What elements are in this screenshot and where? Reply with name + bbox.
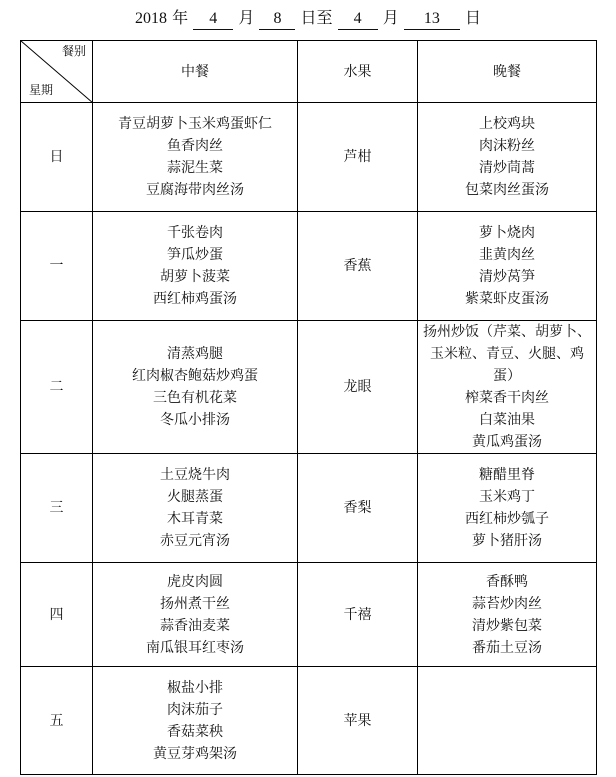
lunch-dish: 火腿蒸蛋 <box>167 489 223 505</box>
lunch-dish: 鱼香肉丝 <box>167 138 223 154</box>
lunch-dish: 赤豆元宵汤 <box>160 533 230 549</box>
lunch-dish: 蒜泥生菜 <box>167 160 223 176</box>
lunch-cell <box>93 563 298 667</box>
fruit-cell: 香蕉 <box>298 212 418 321</box>
dinner-header: 晚餐 <box>418 41 597 103</box>
dinner-dish: 上校鸡块 <box>479 116 535 132</box>
dinner-dish: 紫菜虾皮蛋汤 <box>465 291 549 307</box>
dinner-dish: 萝卜猪肝汤 <box>472 533 542 549</box>
fruit-cell: 香梨 <box>298 454 418 563</box>
to-day: 13 <box>404 9 460 30</box>
lunch-dish: 三色有机花菜 <box>153 390 237 406</box>
fruit-cell: 千禧 <box>298 563 418 667</box>
to-month: 4 <box>338 9 378 30</box>
menu-row <box>21 212 597 321</box>
day-label: 日 <box>464 8 481 27</box>
fruit-cell: 龙眼 <box>298 321 418 454</box>
dinner-cell <box>418 321 597 454</box>
fruit-header: 水果 <box>298 41 418 103</box>
menu-body <box>21 103 597 775</box>
dinner-cell <box>418 212 597 321</box>
dinner-dish: 香酥鸭 <box>486 573 528 590</box>
dinner-dish: 扬州炒饭（芹菜、胡萝卜、玉米粒、青豆、火腿、鸡蛋） <box>423 324 591 384</box>
dinner-dish: 韭黄肉丝 <box>479 247 535 263</box>
lunch-dish: 西红柿鸡蛋汤 <box>153 291 237 307</box>
menu-date-range <box>0 6 616 31</box>
weekday-cell: 日 <box>21 103 93 212</box>
weekday-cell: 五 <box>21 667 93 775</box>
weekly-menu-table <box>20 40 597 775</box>
lunch-header: 中餐 <box>93 41 298 103</box>
menu-row <box>21 563 597 667</box>
lunch-dish: 青豆胡萝卜玉米鸡蛋虾仁 <box>118 116 272 132</box>
lunch-dish: 蒜香油麦菜 <box>160 617 230 634</box>
lunch-dish: 椒盐小排 <box>167 679 223 696</box>
dinner-dish: 榨菜香干肉丝 <box>465 390 549 406</box>
dinner-dish: 糖醋里脊 <box>479 467 535 483</box>
month-label: 月 <box>238 8 255 27</box>
year: 2018 <box>135 10 168 27</box>
menu-row <box>21 667 597 775</box>
from-day: 8 <box>259 9 295 30</box>
dinner-dish: 玉米鸡丁 <box>479 489 535 505</box>
dinner-cell <box>418 667 597 775</box>
dinner-dish: 西红柿炒瓠子 <box>465 511 549 527</box>
lunch-cell <box>93 212 298 321</box>
dinner-cell <box>418 103 597 212</box>
dinner-dish: 清炒紫包菜 <box>472 617 542 634</box>
corner-header-cell <box>21 41 93 103</box>
lunch-dish: 南瓜银耳红枣汤 <box>146 639 244 656</box>
lunch-dish: 香菇菜秧 <box>167 723 223 740</box>
lunch-dish: 清蒸鸡腿 <box>167 346 223 362</box>
dinner-dish: 萝卜烧肉 <box>479 225 535 241</box>
menu-row <box>21 321 597 454</box>
lunch-cell <box>93 103 298 212</box>
lunch-cell <box>93 667 298 775</box>
dinner-dish: 蒜苔炒肉丝 <box>472 595 542 612</box>
lunch-cell <box>93 454 298 563</box>
menu-row <box>21 454 597 563</box>
lunch-dish: 土豆烧牛肉 <box>160 467 230 483</box>
weekday-cell: 二 <box>21 321 93 454</box>
weekday-cell: 三 <box>21 454 93 563</box>
dinner-dish: 肉沫粉丝 <box>479 138 535 154</box>
header-row <box>21 41 597 103</box>
dinner-dish: 清炒茼蒿 <box>479 160 535 176</box>
lunch-dish: 千张卷肉 <box>167 225 223 241</box>
lunch-dish: 肉沫茄子 <box>167 701 223 718</box>
dinner-dish: 番茄土豆汤 <box>472 639 542 656</box>
dinner-dish: 清炒莴笋 <box>479 269 535 285</box>
lunch-dish: 胡萝卜菠菜 <box>160 269 230 285</box>
lunch-dish: 木耳青菜 <box>167 511 223 527</box>
weekday-cell: 四 <box>21 563 93 667</box>
dinner-dish: 包菜肉丝蛋汤 <box>465 182 549 198</box>
dinner-cell <box>418 454 597 563</box>
lunch-dish: 笋瓜炒蛋 <box>167 247 223 263</box>
lunch-dish: 冬瓜小排汤 <box>160 412 230 428</box>
year-label: 年 <box>172 8 189 27</box>
to-label: 日至 <box>300 8 333 27</box>
lunch-dish: 黄豆芽鸡架汤 <box>153 745 237 762</box>
dinner-dish: 黄瓜鸡蛋汤 <box>472 434 542 450</box>
lunch-cell <box>93 321 298 454</box>
lunch-dish: 豆腐海带肉丝汤 <box>146 182 244 198</box>
dinner-cell <box>418 563 597 667</box>
dinner-dish: 白菜油果 <box>479 412 535 428</box>
fruit-cell: 苹果 <box>298 667 418 775</box>
fruit-cell: 芦柑 <box>298 103 418 212</box>
weekday-cell: 一 <box>21 212 93 321</box>
month-label-2: 月 <box>382 8 399 27</box>
lunch-dish: 虎皮肉圆 <box>167 573 223 590</box>
menu-row <box>21 103 597 212</box>
lunch-dish: 扬州煮干丝 <box>160 595 230 612</box>
from-month: 4 <box>193 9 233 30</box>
weekday-label: 星期 <box>29 83 54 97</box>
meal-type-label: 餐别 <box>61 44 86 58</box>
lunch-dish: 红肉椒杏鲍菇炒鸡蛋 <box>132 368 258 384</box>
